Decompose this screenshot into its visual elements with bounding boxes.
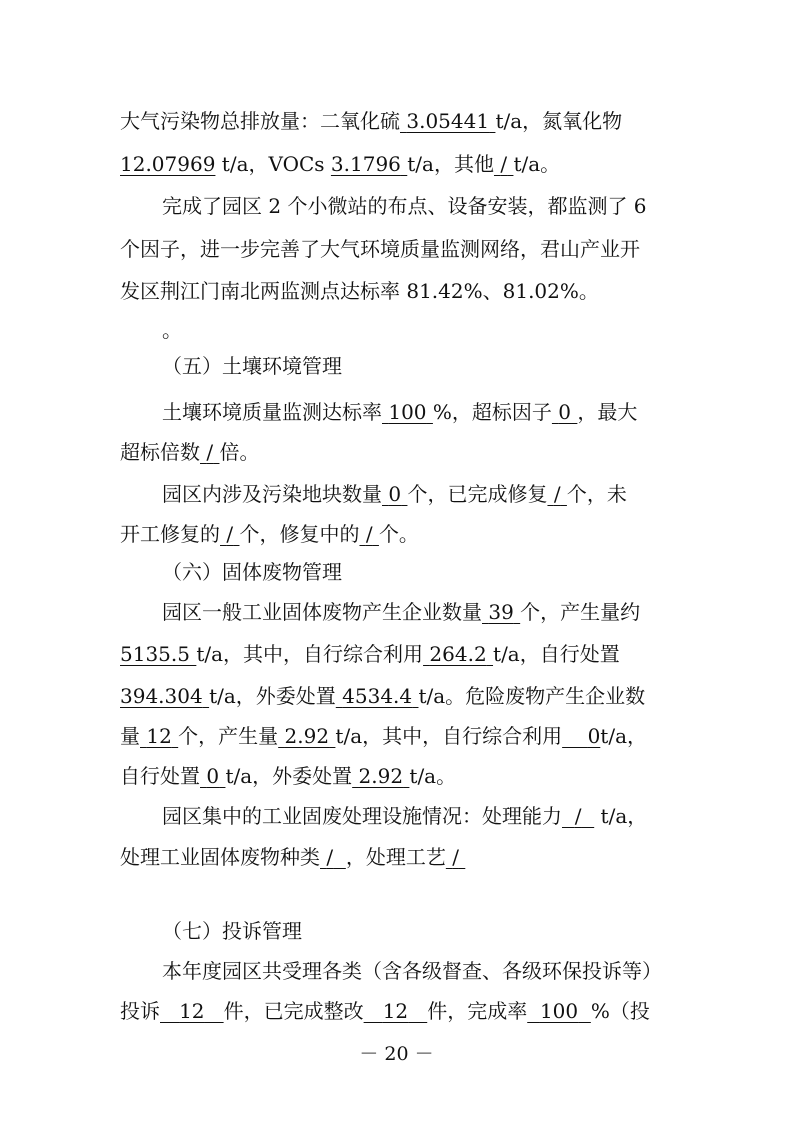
types-value: / [326, 845, 334, 869]
air-emission-line-1: 大气污染物总排放量：二氧化硫 3.05441 t/a，氮氧化物 [120, 109, 623, 133]
haz-out-value: 2.92 [358, 764, 404, 788]
soil-line-1: 土壤环境质量监测达标率 100 %，超标因子 0 ，最大 [162, 400, 638, 424]
solid-line-5: 自行处置 0 t/a，外委处置 2.92 t/a。 [120, 764, 457, 788]
vocs-value: 3.1796 [330, 152, 401, 176]
nox-value: 12.07969 [120, 152, 216, 176]
soil-multiple-value: / [206, 440, 214, 464]
capacity-value: / [574, 804, 582, 828]
soil-rate-value: 100 [388, 400, 427, 424]
solid-line-6: 园区集中的工业固废处理设施情况：处理能力 / t/a， [162, 804, 648, 828]
soil-heading: （五）土壤环境管理 [162, 354, 342, 378]
monitoring-paragraph-line-1: 完成了园区 2 个小微站的布点、设备安装，都监测了 6 [162, 194, 647, 218]
soil-line-2: 超标倍数 / 倍。 [120, 440, 260, 464]
page-number: － 20 － [359, 1043, 434, 1065]
solid-waste-heading: （六）固体废物管理 [162, 560, 342, 584]
solid-line-4: 量 12 个，产生量 2.92 t/a，其中，自行综合利用 0t/a， [120, 724, 647, 748]
stray-punctuation: 。 [162, 318, 182, 342]
self-use-value: 264.2 [429, 642, 487, 666]
monitoring-paragraph-line-2: 个因子，进一步完善了大气环境质量监测网络，君山产业开 [120, 237, 640, 261]
soil-factor-value: 0 [558, 400, 572, 424]
process-value: / [452, 845, 459, 869]
solid-line-2: 5135.5 t/a，其中，自行综合利用 264.2 t/a，自行处置 [120, 642, 620, 666]
complaint-fixed-value: 12 [382, 999, 409, 1023]
air-emission-line-2: 12.07969 t/a，VOCs 3.1796 t/a，其他 / t/a。 [120, 152, 561, 176]
haz-dispose-value: 0 [206, 764, 220, 788]
outsourced-value: 4534.4 [342, 684, 413, 708]
self-dispose-value: 394.304 [120, 684, 203, 708]
gen-count-value: 39 [488, 600, 514, 624]
solid-line-7: 处理工业固体废物种类 / ，处理工艺 / [120, 843, 680, 871]
complaint-received-value: 12 [179, 999, 205, 1023]
monitoring-paragraph-line-3: 发区荆江门南北两监测点达标率 81.42%、81.02%。 [120, 279, 599, 303]
haz-amount-value: 2.92 [284, 724, 330, 748]
solid-line-3: 394.304 t/a，外委处置 4534.4 t/a。危险废物产生企业数 [120, 684, 646, 708]
soil-line-3: 园区内涉及污染地块数量 0 个，已完成修复 / 个，未 [162, 482, 627, 506]
other-value: / [500, 152, 508, 176]
repaired-value: / [553, 482, 561, 506]
in-progress-value: / [365, 522, 373, 546]
so2-value: 3.05441 [406, 109, 490, 133]
soil-line-4: 开工修复的 / 个，修复中的 / 个。 [120, 522, 419, 546]
haz-use-value: 0 [587, 724, 601, 748]
complaint-line-1: 本年度园区共受理各类（含各级督查、各级环保投诉等） [162, 959, 662, 983]
complaint-rate-value: 100 [539, 999, 579, 1023]
complaint-line-2: 投诉 12 件，已完成整改 12 件，完成率 100 %（投 [120, 999, 650, 1023]
plots-value: 0 [388, 482, 402, 506]
gen-amount-value: 5135.5 [120, 642, 190, 666]
not-started-value: / [226, 522, 234, 546]
solid-line-1: 园区一般工业固体废物产生企业数量 39 个，产生量约 [162, 600, 641, 624]
haz-count-value: 12 [146, 724, 172, 748]
complaint-heading: （七）投诉管理 [162, 919, 302, 943]
